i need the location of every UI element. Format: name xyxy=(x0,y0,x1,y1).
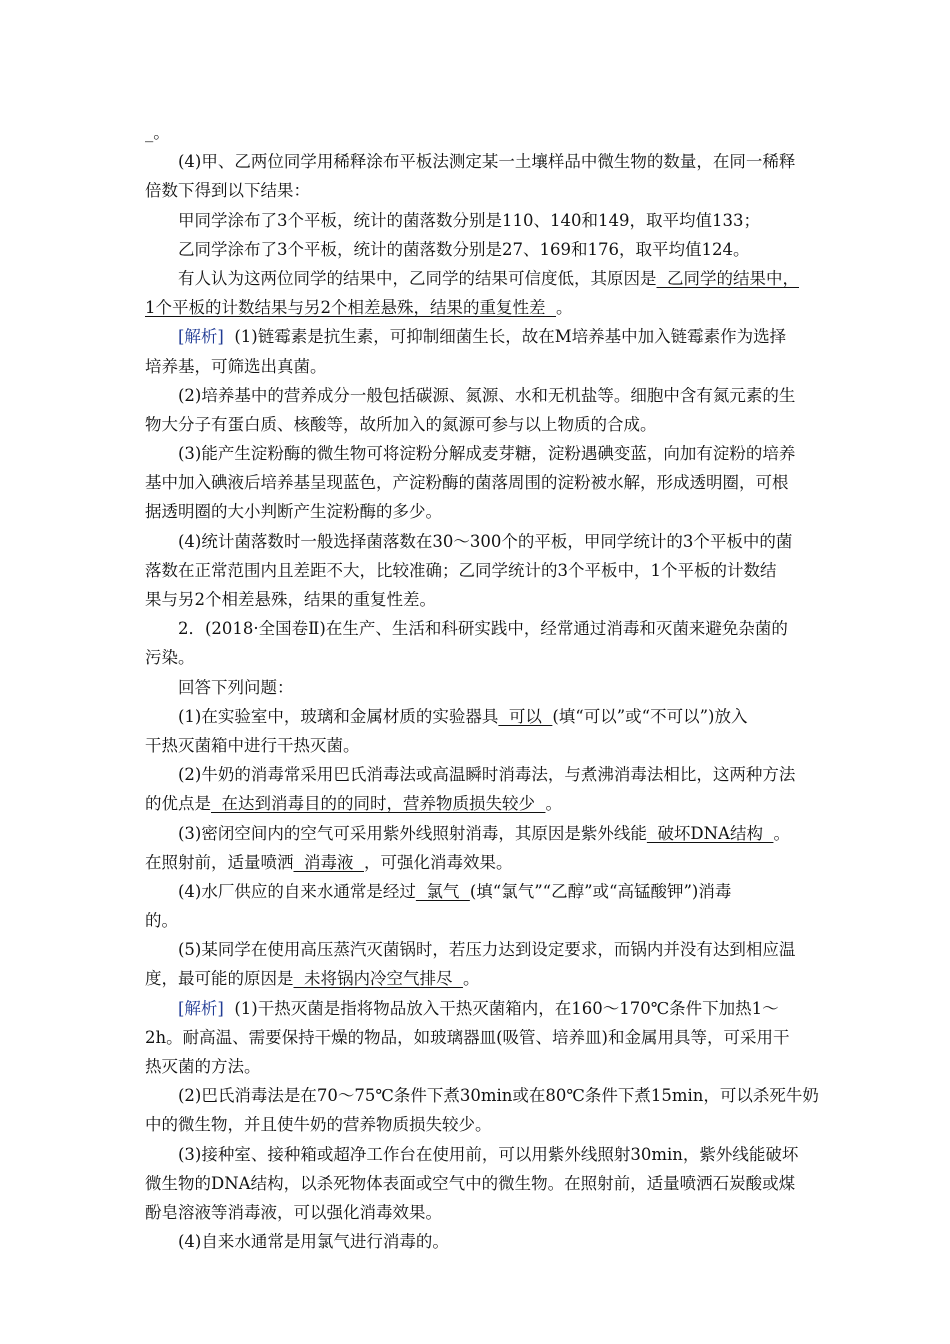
text-line xyxy=(145,673,825,702)
text-segment: (填“氯气”“乙醇”或“高锰酸钾”)消毒 xyxy=(469,881,732,901)
text-segment: 中的微生物，并且使牛奶的营养物质损失较少。 xyxy=(145,1115,492,1135)
text-line xyxy=(145,760,825,789)
text-line xyxy=(145,731,825,760)
text-segment: 干热灭菌箱中进行干热灭菌。 xyxy=(145,735,360,755)
answer-blank: 可以 xyxy=(498,706,553,726)
text-line xyxy=(145,702,825,731)
text-line xyxy=(145,848,825,877)
text-line xyxy=(145,1023,825,1052)
text-line xyxy=(145,1052,825,1081)
text-line xyxy=(145,789,825,818)
text-line xyxy=(145,176,825,205)
text-line xyxy=(145,497,825,526)
text-line xyxy=(145,1227,825,1256)
analysis-label: [解析] xyxy=(178,327,224,347)
text-segment: ，可强化消毒效果。 xyxy=(363,852,513,872)
text-segment: _。 xyxy=(145,123,170,142)
text-segment: (4)自来水通常是用氯气进行消毒的。 xyxy=(178,1232,449,1252)
text-segment: 2h。耐高温、需要保持干燥的物品，如玻璃器皿(吸管、培养皿)和金属用具等，可采用干 xyxy=(145,1027,790,1047)
text-segment: (3)密闭空间内的空气可采用紫外线照射消毒，其原因是紫外线能 xyxy=(178,823,647,843)
text-line xyxy=(145,1169,825,1198)
text-segment: (2)巴氏消毒法是在70～75℃条件下煮30min或在80℃条件下煮15min，可以杀死牛奶 xyxy=(178,1086,819,1106)
text-segment: (1)干热灭菌是指将物品放入干热灭菌箱内，在160～170℃条件下加热1～ xyxy=(223,998,779,1018)
text-segment: 的。 xyxy=(145,911,178,931)
text-segment: 落数在正常范围内且差距不大，比较准确；乙同学统计的3个平板中，1个平板的计数结 xyxy=(145,560,777,580)
analysis-label: [解析] xyxy=(178,998,224,1018)
text-segment: (填“可以”或“不可以”)放入 xyxy=(552,706,748,726)
text-segment: (1)在实验室中，玻璃和金属材质的实验器具 xyxy=(178,706,499,726)
text-segment: 度，最可能的原因是 xyxy=(145,969,294,989)
text-segment: 的优点是 xyxy=(145,794,211,814)
text-line xyxy=(145,877,825,906)
text-segment: 酚皂溶液等消毒液，可以强化消毒效果。 xyxy=(145,1202,442,1222)
text-segment: 2．(2018·全国卷Ⅱ)在生产、生活和科研实践中，经常通过消毒和灭菌来避免杂菌的 xyxy=(178,619,788,639)
text-line xyxy=(145,352,825,381)
text-segment: (4)统计菌落数时一般选择菌落数在30～300个的平板，甲同学统计的3个平板中的菌 xyxy=(178,531,793,551)
text-line xyxy=(145,935,825,964)
answer-blank: 消毒液 xyxy=(293,852,364,872)
answer-blank: 破坏DNA结构 xyxy=(646,823,774,843)
text-segment: 微生物的DNA结构，以杀死物体表面或空气中的微生物。在照射前，适量喷洒石炭酸或煤 xyxy=(145,1173,796,1193)
text-segment: 。 xyxy=(556,298,573,318)
text-line xyxy=(145,1081,825,1110)
text-line xyxy=(145,1110,825,1139)
text-segment: 基中加入碘液后培养基呈现蓝色，产淀粉酶的菌落周围的淀粉被水解，形成透明圈，可根 xyxy=(145,473,789,493)
text-segment: 。 xyxy=(773,823,790,843)
text-segment: 据透明圈的大小判断产生淀粉酶的多少。 xyxy=(145,502,442,522)
text-line xyxy=(145,147,825,176)
text-segment: (3)接种室、接种箱或超净工作台在使用前，可以用紫外线照射30min，紫外线能破坏 xyxy=(178,1144,799,1164)
text-segment: 有人认为这两位同学的结果中，乙同学的结果可信度低，其原因是 xyxy=(178,268,657,288)
text-segment: 甲同学涂布了3个平板，统计的菌落数分别是110、140和149，取平均值133； xyxy=(178,210,760,230)
text-line xyxy=(145,468,825,497)
text-line xyxy=(145,585,825,614)
text-line xyxy=(145,293,825,322)
text-segment: (4)甲、乙两位同学用稀释涂布平板法测定某一土壤样品中微生物的数量，在同一稀释 xyxy=(178,152,796,172)
text-line xyxy=(145,381,825,410)
text-segment: 倍数下得到以下结果： xyxy=(145,181,310,201)
text-segment: 污染。 xyxy=(145,648,195,668)
text-segment: 热灭菌的方法。 xyxy=(145,1057,261,1076)
text-line xyxy=(145,322,825,351)
text-segment: (3)能产生淀粉酶的微生物可将淀粉分解成麦芽糖，淀粉遇碘变蓝，向加有淀粉的培养 xyxy=(178,444,796,464)
document-body xyxy=(145,118,825,1256)
text-line xyxy=(145,556,825,585)
text-segment: (4)水厂供应的自来水通常是经过 xyxy=(178,881,416,901)
text-line xyxy=(145,1140,825,1169)
text-line xyxy=(145,410,825,439)
text-line xyxy=(145,206,825,235)
text-line xyxy=(145,643,825,672)
text-segment: 乙同学涂布了3个平板，统计的菌落数分别是27、169和176，取平均值124。 xyxy=(178,239,750,259)
text-segment: 。 xyxy=(545,794,562,814)
text-segment: 培养基，可筛选出真菌。 xyxy=(145,356,327,376)
answer-blank: 在达到消毒目的的同时，营养物质损失较少 xyxy=(211,794,546,814)
text-segment: (1)链霉素是抗生素，可抑制细菌生长，故在M培养基中加入链霉素作为选择 xyxy=(223,327,787,347)
text-segment: 回答下列问题： xyxy=(178,677,294,697)
answer-blank: 氯气 xyxy=(415,881,470,901)
text-segment: (5)某同学在使用高压蒸汽灭菌锅时，若压力达到设定要求，而锅内并没有达到相应温 xyxy=(178,940,796,960)
text-line xyxy=(145,819,825,848)
text-line xyxy=(145,964,825,993)
text-segment: 果与另2个相差悬殊，结果的重复性差。 xyxy=(145,590,436,609)
text-segment: (2)牛奶的消毒常采用巴氏消毒法或高温瞬时消毒法，与煮沸消毒法相比，这两种方法 xyxy=(178,765,796,785)
text-line xyxy=(145,235,825,264)
answer-blank: 1个平板的计数结果与另2个相差悬殊，结果的重复性差 xyxy=(145,298,556,318)
answer-blank: 乙同学的结果中， xyxy=(656,268,799,288)
text-line xyxy=(145,994,825,1023)
text-line xyxy=(145,527,825,556)
text-line xyxy=(145,439,825,468)
text-segment: 在照射前，适量喷洒 xyxy=(145,852,294,872)
text-segment: 。 xyxy=(462,969,480,989)
text-line xyxy=(145,264,825,293)
text-line xyxy=(145,118,825,147)
text-line xyxy=(145,906,825,935)
answer-blank: 未将锅内冷空气排尽 xyxy=(293,969,463,989)
text-line xyxy=(145,614,825,643)
text-segment: (2)培养基中的营养成分一般包括碳源、氮源、水和无机盐等。细胞中含有氮元素的生 xyxy=(178,385,796,405)
text-line xyxy=(145,1198,825,1227)
text-segment: 物大分子有蛋白质、核酸等，故所加入的氮源可参与以上物质的合成。 xyxy=(145,414,657,434)
